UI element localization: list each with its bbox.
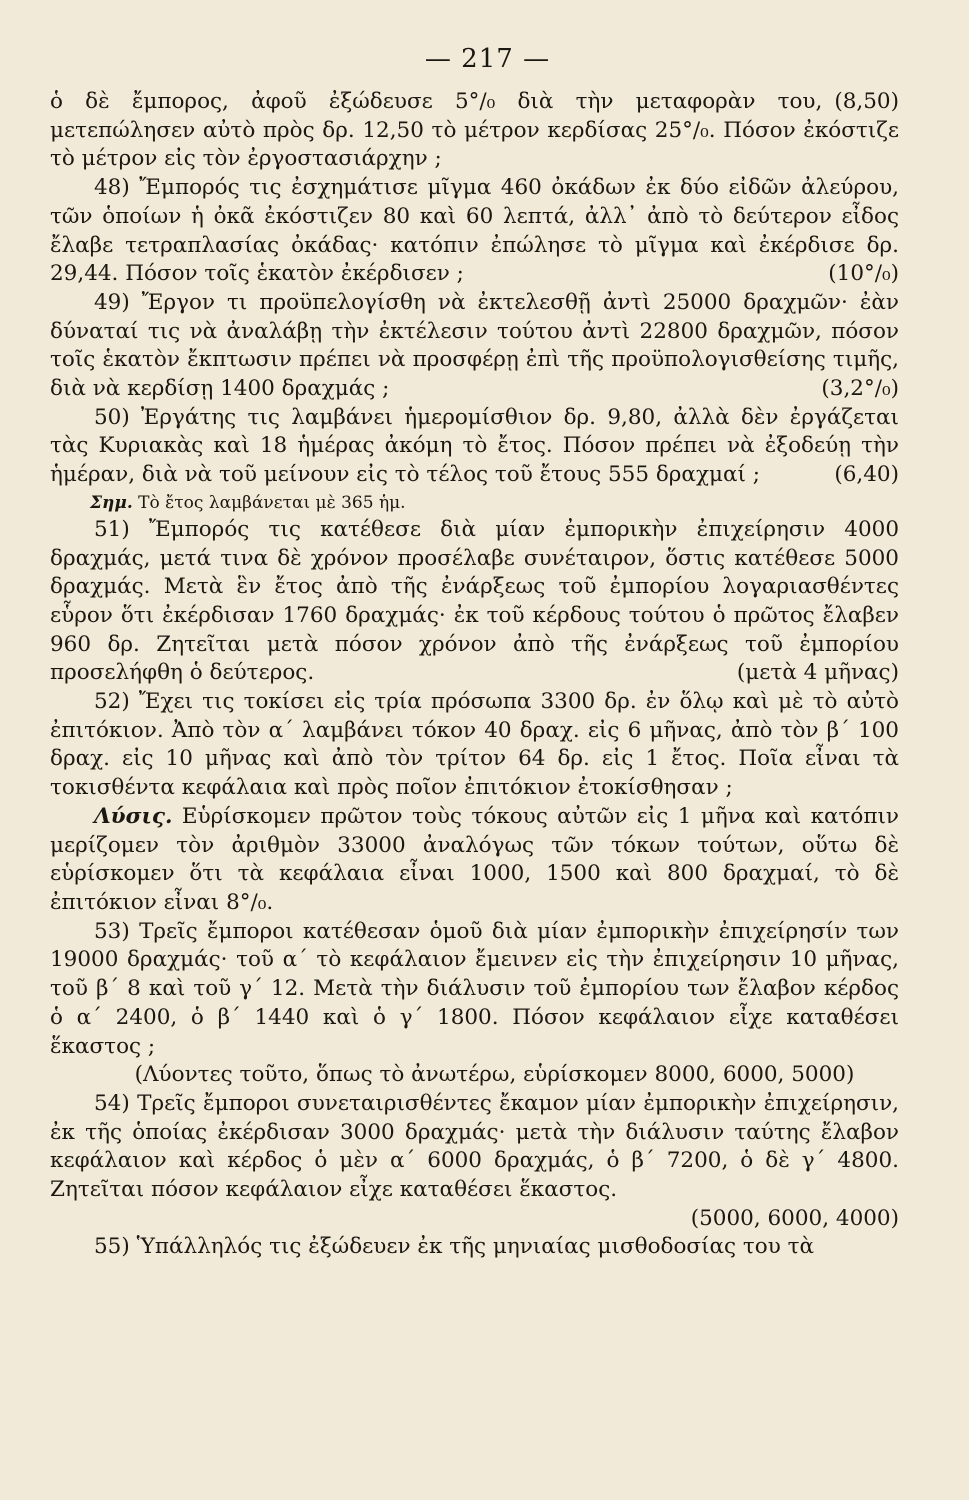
problem-55 [50, 1233, 899, 1262]
problem-text: 54) Τρεῖς ἔμποροι συνεταιρισθέντες ἔκαμον μίαν ἐμπορικὴν ἐπιχείρησιν, ἐκ τῆς ὁποίας ἐκέρδισαν 3000 δραχμάς· μετὰ τὴν διάλυσιν ταύτης ἔλαβον κεφάλαιον καὶ κέρδος ὁ μὲν α΄ 6000 δραχμάς, ὁ β΄ 7200, ὁ δὲ γ΄ 4800. Ζητεῖται πόσον κεφάλαιον εἶχε καταθέσει ἕκαστος. [50, 1090, 899, 1203]
note-text: Τὸ ἔτος λαμβάνεται μὲ 365 ἡμ. [132, 492, 406, 513]
problem-text: 55) Ὑπάλληλός τις ἐξώδευεν ἐκ τῆς μηνιαίας μισθοδοσίας του τὰ [94, 1234, 815, 1260]
answer-47: (8,50) [834, 89, 899, 114]
problem-text: 52) Ἔχει τις τοκίσει εἰς τρία πρόσωπα 3300 δρ. ἐν ὅλῳ καὶ μὲ τὸ αὐτὸ ἐπιτόκιον. Ἀπὸ τὸν α΄ λαμβάνει τόκον 40 δραχ. εἰς 6 μῆνας, ἀπὸ τὸν β΄ 100 δραχ. εἰς 10 μῆνας καὶ ἀπὸ τὸν τρίτον 64 δρ. εἰς 1 ἔτος. Ποῖα εἶναι τὰ τοκισθέντα κεφάλαια καὶ πρὸς ποῖον ἐπιτόκιον ἐτοκίσθησαν ; [50, 689, 899, 801]
note-50 [90, 490, 899, 516]
problem-text: 49) Ἔργον τι προϋπελογίσθη νὰ ἐκτελεσθῇ ἀντὶ 25000 δραχμῶν· ἐὰν δύναταί τις νὰ ἀναλάβῃ τὴν ἐκτέλεσιν τούτου ἀντὶ 22800 δραχμῶν, πόσον τοῖς ἑκατὸν ἔκπτωσιν πρέπει νὰ προσφέρῃ ἐπὶ τῆς προϋπολογισθείσης τιμῆς, διὰ νὰ κερδίσῃ 1400 δραχμάς ; [50, 289, 899, 402]
solution-text: Εὑρίσκομεν πρῶτον τοὺς τόκους αὐτῶν εἰς 1 μῆνα καὶ κατόπιν μερίζομεν τὸν ἀριθμὸν 33000 ἀναλόγως τῶν τόκων τούτων, οὕτω δὲ εὑρίσκομεν ὅτι τὰ κεφάλαια εἶναι 1000, 1500 καὶ 800 δραχμαί, τὸ δὲ ἐπιτόκιον εἶναι 8°/₀. [50, 803, 899, 915]
answer-54: (5000, 6000, 4000) [690, 1205, 899, 1231]
page-number: — 217 — [424, 44, 551, 74]
solution-52 [50, 803, 899, 918]
problem-48 [50, 174, 899, 289]
note-label: Σημ. [90, 492, 133, 513]
problem-text: 50) Ἐργάτης τις λαμβάνει ἡμερομίσθιον δρ. 9,80, ἀλλὰ δὲν ἐργάζεται τὰς Κυριακὰς καὶ 18 ἡμέρας ἀκόμη τὸ ἔτος. Πόσον πρέπει νὰ ἐξοδεύῃ τὴν ἡμέραν, διὰ νὰ τοῦ μείνουν εἰς τὸ τέλος τοῦ ἔτους 555 δραχμαί ; [50, 404, 899, 488]
answer-50: (6,40) [834, 462, 899, 488]
problem-53 [50, 918, 899, 1062]
problem-text: 53) Τρεῖς ἔμποροι κατέθεσαν ὁμοῦ διὰ μίαν ἐμπορικὴν ἐπιχείρησίν των 19000 δραχμάς· τοῦ α΄ τὸ κεφάλαιον ἔμεινεν εἰς τὴν ἐπιχείρησιν 10 μῆνας, τοῦ β΄ 8 καὶ τοῦ γ΄ 12. Μετὰ τὴν διάλυσιν τοῦ ἐμπορίου των ἔλαβον κέρδος ὁ α΄ 2400, ὁ β΄ 1440 καὶ ὁ γ΄ 1800. Πόσον κεφάλαιον εἶχε καταθέσει ἕκαστος ; [50, 918, 899, 1059]
problem-54 [50, 1090, 899, 1205]
solution-label: Λύσις. [94, 803, 173, 829]
problem-51 [50, 516, 899, 688]
answer-51: (μετὰ 4 μῆνας) [736, 660, 899, 686]
problem-50 [50, 404, 899, 490]
problem-49 [50, 289, 899, 404]
answer-48: (10°/₀) [828, 261, 899, 287]
answer-53: (Λύοντες τοῦτο, ὅπως τὸ ἀνωτέρω, εὑρίσκομεν 8000, 6000, 5000) [134, 1062, 855, 1088]
page-text [50, 88, 899, 1262]
problem-text: 51) Ἔμπορός τις κατέθεσε διὰ μίαν ἐμπορικὴν ἐπιχείρησιν 4000 δραχμάς, μετά τινα δὲ χρόνον προσέλαβε συνέταιρον, ὅστις κατέθεσε 5000 δραχμάς. Μετὰ ἓν ἔτος ἀπὸ τῆς ἐνάρξεως τοῦ ἐμπορίου λογαριασθέντες εὗρον ὅτι ἐκέρδισαν 1760 δραχμάς· ἐκ τοῦ κέρδους τούτου ὁ πρῶτος ἔλαβεν 960 δρ. Ζητεῖται μετὰ πόσον χρόνον ἀπὸ τῆς ἐνάρξεως τοῦ ἐμπορίου προσελήφθη ὁ δεύτερος. [50, 516, 899, 686]
problem-47-continued [50, 88, 899, 174]
answer-49: (3,2°/₀) [821, 376, 899, 402]
problem-52 [50, 688, 899, 803]
problem-text: ὁ δὲ ἔμπορος, ἀφοῦ ἐξώδευσε 5°/₀ διὰ τὴν μεταφορὰν του, μετεπώλησεν αὐτὸ πρὸς δρ. 12,50 τὸ μέτρον κερδίσας 25°/₀. Πόσον ἐκόστιζε τὸ μέτρον εἰς τὸν ἐργοστασιάρχην ; [50, 89, 899, 172]
problem-text: 48) Ἔμπορός τις ἐσχημάτισε μῖγμα 460 ὀκάδων ἐκ δύο εἰδῶν ἀλεύρου, τῶν ὁποίων ἡ ὀκᾶ ἐκόστιζεν 80 καὶ 60 λεπτά, ἀλλ᾽ ἀπὸ τὸ δεύτερον εἶδος ἔλαβε τετραπλασίας ὀκάδας· κατόπιν ἐπώλησε τὸ μῖγμα καὶ ἐκέρδισε δρ. 29,44. Πόσον τοῖς ἑκατὸν ἐκέρδισεν ; [50, 175, 899, 287]
